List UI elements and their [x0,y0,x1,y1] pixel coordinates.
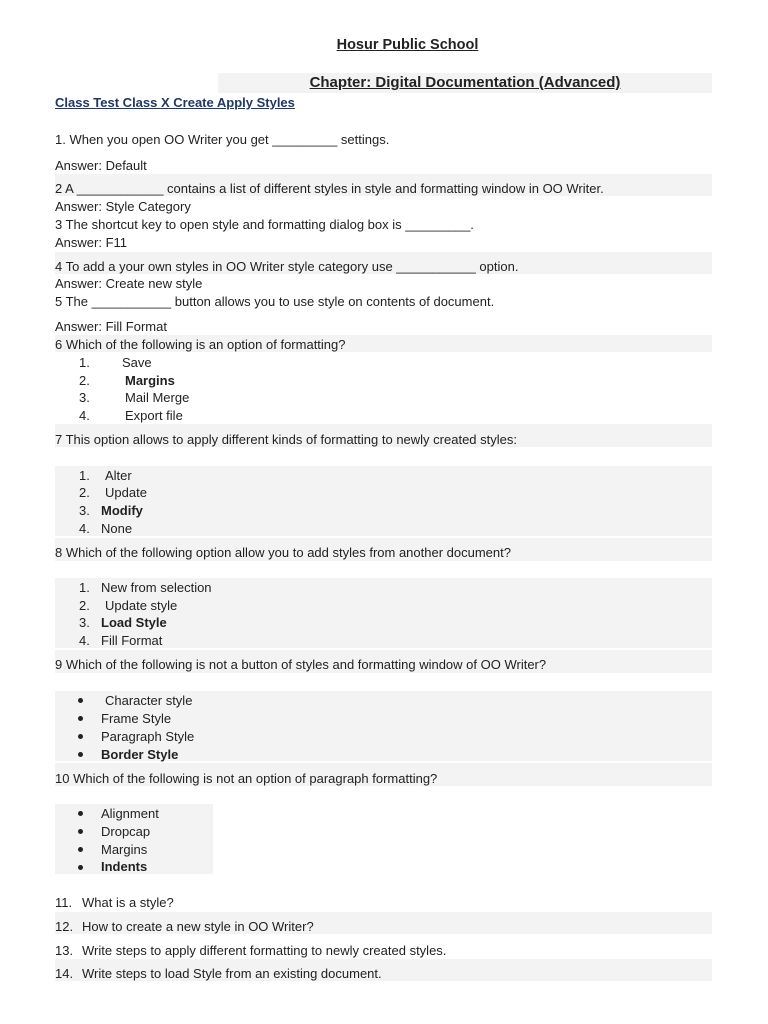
answer-3: Answer: F11 [55,235,128,250]
question-12: How to create a new style in OO Writer? [82,919,314,934]
option-label: Dropcap [101,824,151,839]
test-title: Class Test Class X Create Apply Styles [55,95,295,110]
bullet-icon [78,734,83,739]
question-9: 9 Which of the following is not a button of styles and formatting window of OO Writer? [55,657,547,672]
school-title: Hosur Public School [336,37,479,53]
option-label-correct: Indents [101,859,148,874]
option-number: 4. [79,633,90,648]
option-label: Margins [101,842,148,857]
question-number: 12. [55,919,74,934]
option-label: Alter [105,468,132,483]
question-14: Write steps to load Style from an existing document. [82,966,382,981]
bullet-icon [78,865,83,870]
question-3: 3 The shortcut key to open style and formatting dialog box is _________. [55,217,474,232]
question-number: 13. [55,943,74,958]
chapter-text: Chapter: Digital Documentation (Advanced) [309,74,621,91]
question-13: Write steps to apply different formatting to newly created styles. [82,943,447,958]
bullet-icon [78,716,83,721]
option-label: Update style [105,598,178,613]
question-10: 10 Which of the following is not an option of paragraph formatting? [55,771,438,786]
option-number: 1. [79,355,90,370]
question-4: 4 To add a your own styles in OO Writer style category use ___________ option. [55,259,519,274]
bullet-icon [78,698,83,703]
question-2: 2 A ____________ contains a list of different styles in style and formatting window in OO Writer. [55,181,604,196]
question-11: What is a style? [82,895,174,910]
option-label-correct: Margins [125,373,175,388]
question-6: 6 Which of the following is an option of formatting? [55,337,346,352]
question-8: 8 Which of the following option allow you to add styles from another document? [55,545,511,560]
bullet-icon [78,811,83,816]
bullet-icon [78,847,83,852]
option-number: 2. [79,485,90,500]
option-label-correct: Load Style [101,615,167,630]
answer-2: Answer: Style Category [55,199,191,214]
option-label: Mail Merge [125,390,190,405]
option-label-correct: Modify [101,503,143,518]
option-label: Paragraph Style [101,729,195,744]
option-number: 4. [79,521,90,536]
option-label: Export file [125,408,183,423]
question-7: 7 This option allows to apply different kinds of formatting to newly created styles: [55,432,517,447]
option-number: 3. [79,503,90,518]
option-label: Save [122,355,152,370]
chapter-heading [218,73,712,93]
question-number: 11. [55,895,73,910]
answer-5: Answer: Fill Format [55,319,167,334]
option-label: Alignment [101,806,159,821]
bullet-icon [78,752,83,757]
option-label: New from selection [101,580,212,595]
option-label-correct: Border Style [101,747,179,762]
option-label: Update [105,485,147,500]
question-1: 1. When you open OO Writer you get _________ settings. [55,132,390,147]
option-number: 3. [79,615,90,630]
bullet-icon [78,829,83,834]
question-number: 14. [55,966,74,981]
option-label: None [101,521,133,536]
row-shade [55,466,712,536]
option-number: 3. [79,390,90,405]
option-label: Fill Format [101,633,163,648]
option-number: 1. [79,580,90,595]
option-number: 4. [79,408,90,423]
answer-1: Answer: Default [55,158,147,173]
option-number: 2. [79,598,90,613]
answer-4: Answer: Create new style [55,276,203,291]
option-label: Character style [105,693,193,708]
option-number: 2. [79,373,90,388]
question-5: 5 The ___________ button allows you to use style on contents of document. [55,294,495,309]
option-number: 1. [79,468,90,483]
option-label: Frame Style [101,711,172,726]
